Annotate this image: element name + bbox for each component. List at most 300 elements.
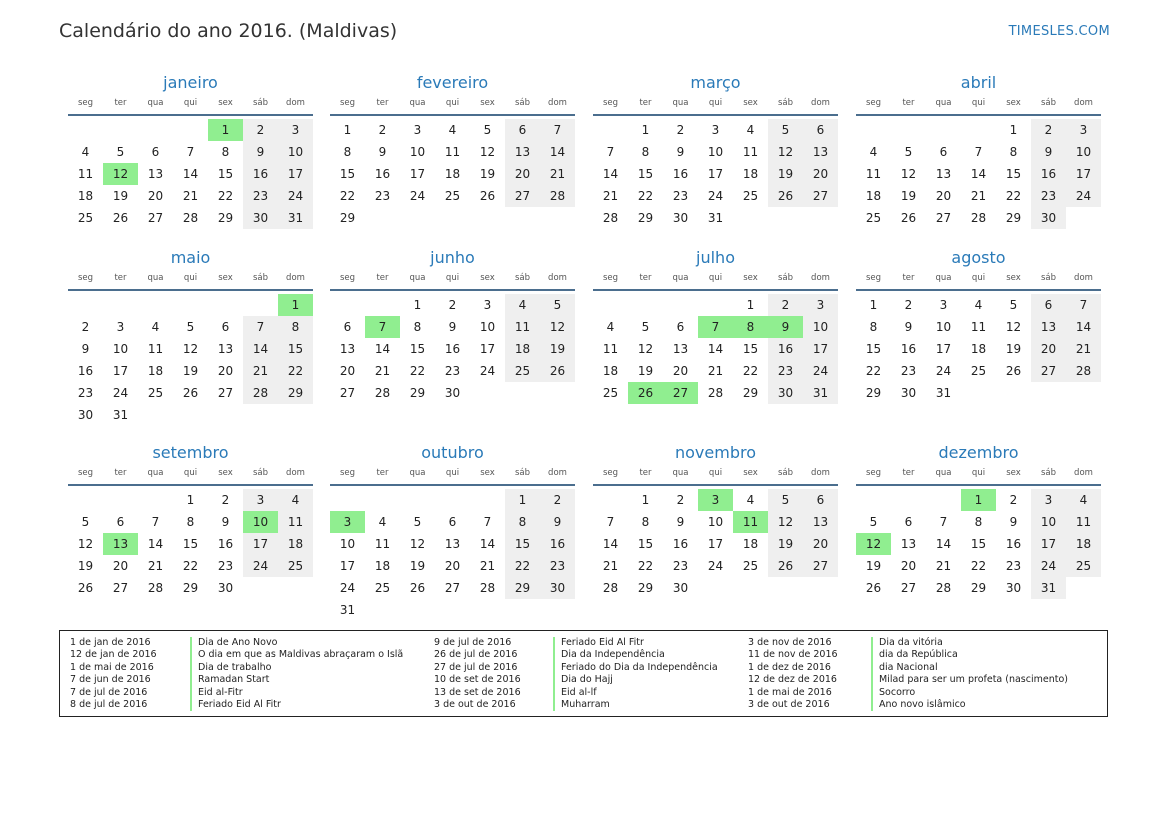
day-cell: 27 [803,185,838,207]
empty-cell [926,119,961,141]
day-cell: 2 [221,493,230,507]
day-cell: 3 [711,123,720,137]
day-cell: 2 [81,320,90,334]
weekday-label: ter [639,468,652,478]
day-cell: 4 [746,493,755,507]
day-cell: 18 [374,559,391,573]
day-cell: 5 [904,145,913,159]
day-cell: 31 [707,211,724,225]
day-cell: 9 [1031,141,1066,163]
day-cell: 4 [505,294,540,316]
weekday-label: qua [409,98,426,108]
legend-date: 10 de set de 2016 [434,674,521,686]
day-cell: 6 [904,515,913,529]
empty-cell [891,119,926,141]
day-cell: 15 [217,167,234,181]
header-divider [593,484,838,486]
day-cell: 26 [77,581,94,595]
day-cell: 21 [602,189,619,203]
day-grid [330,119,575,229]
day-cell: 1 [869,298,878,312]
day-cell: 20 [900,559,917,573]
day-cell: 9 [676,145,685,159]
day-cell: 28 [935,581,952,595]
holiday-day-cell: 27 [663,382,698,404]
day-cell: 22 [637,189,654,203]
day-cell: 24 [278,185,313,207]
day-cell: 17 [339,559,356,573]
day-cell: 20 [803,163,838,185]
day-cell: 3 [243,489,278,511]
day-cell: 8 [1009,145,1018,159]
day-cell: 22 [217,189,234,203]
month-name: novembro [675,443,756,462]
legend-holiday-name: Ramadan Start [198,674,270,686]
day-cell: 31 [278,207,313,229]
day-cell: 23 [672,189,689,203]
day-cell: 24 [409,189,426,203]
day-cell: 14 [935,537,952,551]
day-cell: 14 [479,537,496,551]
weekday-label: seg [339,273,356,283]
weekday-label: sex [218,468,233,478]
day-cell: 4 [974,298,983,312]
day-cell: 1 [746,298,755,312]
day-cell: 22 [505,555,540,577]
empty-cell [138,489,173,511]
day-cell: 10 [707,145,724,159]
weekday-label: seg [339,98,356,108]
weekday-label: qua [147,468,164,478]
day-cell: 22 [182,559,199,573]
day-cell: 21 [970,189,987,203]
day-cell: 7 [939,515,948,529]
day-cell: 21 [602,559,619,573]
day-cell: 15 [1005,167,1022,181]
day-cell: 14 [707,342,724,356]
day-cell: 20 [112,559,129,573]
day-cell: 13 [147,167,164,181]
day-cell: 29 [970,581,987,595]
holiday-day-cell: 13 [103,533,138,555]
weekday-label: dom [811,468,830,478]
day-cell: 21 [243,360,278,382]
day-cell: 19 [182,364,199,378]
day-cell: 16 [1005,537,1022,551]
weekday-label: sex [218,98,233,108]
legend-date: 1 de mai de 2016 [70,661,154,673]
day-cell: 5 [768,119,803,141]
month-calendar [68,442,313,599]
header-divider [68,289,313,291]
day-cell: 12 [637,342,654,356]
day-cell: 22 [970,559,987,573]
day-cell: 28 [374,386,391,400]
empty-cell [330,489,365,511]
legend-holiday-name: Eid al-Fitr [198,686,243,698]
weekday-label: qua [935,273,952,283]
legend-date: 8 de jul de 2016 [70,699,148,711]
legend-dates-1 [70,637,157,711]
day-cell: 17 [243,533,278,555]
month-calendar [68,247,313,426]
day-cell: 7 [1066,294,1101,316]
empty-cell [103,294,138,316]
day-cell: 14 [182,167,199,181]
weekday-label: seg [77,98,94,108]
holiday-day-cell: 12 [103,163,138,185]
weekday-label: qui [971,273,986,283]
header-divider [68,484,313,486]
day-cell: 16 [672,537,689,551]
legend-holiday-name: dia da República [879,649,958,661]
day-cell: 10 [278,141,313,163]
day-cell: 12 [409,537,426,551]
day-cell: 27 [112,581,129,595]
day-cell: 28 [970,211,987,225]
month-calendar [68,72,313,229]
day-cell: 29 [1005,211,1022,225]
day-cell: 26 [768,185,803,207]
day-cell: 5 [483,123,492,137]
day-cell: 14 [243,338,278,360]
day-cell: 18 [1066,533,1101,555]
day-cell: 18 [742,167,759,181]
day-cell: 17 [1031,533,1066,555]
day-cell: 2 [540,489,575,511]
day-cell: 11 [1066,511,1101,533]
weekday-label: qua [672,468,689,478]
legend-holiday-name: dia Nacional [879,661,938,673]
empty-cell [593,119,628,141]
weekday-label: sex [480,273,495,283]
day-cell: 18 [77,189,94,203]
day-cell: 19 [768,163,803,185]
header-divider [856,114,1101,116]
day-cell: 22 [409,364,426,378]
day-cell: 19 [479,167,496,181]
legend-date: 1 de dez de 2016 [748,661,831,673]
day-cell: 6 [803,119,838,141]
legend-holiday-name: Muharram [561,699,610,711]
day-cell: 11 [77,167,94,181]
weekday-label: qui [971,468,986,478]
day-cell: 12 [900,167,917,181]
month-name: maio [170,248,211,267]
weekday-label: sáb [1040,468,1057,478]
day-cell: 12 [479,145,496,159]
month-calendar [593,72,838,229]
weekday-label: qua [147,98,164,108]
weekday-label: dom [286,273,305,283]
day-cell: 11 [865,167,882,181]
day-cell: 26 [182,386,199,400]
holiday-day-cell: 1 [208,119,243,141]
day-grid [593,489,838,599]
weekday-label: sáb [514,273,531,283]
weekday-label: sáb [1040,273,1057,283]
day-cell: 27 [147,211,164,225]
day-cell: 29 [409,386,426,400]
day-cell: 30 [1031,207,1066,229]
day-cell: 25 [970,364,987,378]
month-name: janeiro [163,73,218,92]
day-cell: 30 [217,581,234,595]
day-cell: 12 [540,316,575,338]
day-cell: 15 [339,167,356,181]
day-cell: 21 [935,559,952,573]
holiday-day-cell: 3 [330,511,365,533]
day-cell: 8 [641,145,650,159]
day-cell: 19 [768,533,803,555]
weekday-label: qua [935,468,952,478]
day-cell: 8 [869,320,878,334]
weekday-label: seg [339,468,356,478]
month-calendar [856,442,1101,599]
day-grid [68,119,313,229]
weekday-label: ter [639,273,652,283]
day-cell: 3 [939,298,948,312]
month-calendar [330,72,575,229]
day-cell: 9 [81,342,90,356]
day-cell: 8 [186,515,195,529]
weekday-label: ter [376,468,389,478]
day-cell: 30 [77,408,94,422]
weekday-label: sex [1006,273,1021,283]
day-cell: 7 [151,515,160,529]
month-calendar [593,247,838,404]
day-cell: 23 [243,185,278,207]
weekday-label: dom [548,468,567,478]
day-cell: 23 [540,555,575,577]
holiday-day-cell: 7 [365,316,400,338]
day-grid [856,294,1101,404]
header-divider [856,484,1101,486]
empty-cell [593,489,628,511]
day-cell: 5 [1009,298,1018,312]
day-cell: 9 [448,320,457,334]
weekday-label: sáb [252,273,269,283]
day-cell: 25 [147,386,164,400]
day-cell: 21 [1066,338,1101,360]
day-cell: 27 [803,555,838,577]
empty-cell [663,294,698,316]
day-cell: 9 [1009,515,1018,529]
holiday-day-cell: 7 [698,316,733,338]
day-cell: 2 [768,294,803,316]
legend-date: 1 de mai de 2016 [748,686,832,698]
day-cell: 24 [339,581,356,595]
empty-cell [243,294,278,316]
day-cell: 13 [217,342,234,356]
weekday-label: sáb [252,468,269,478]
day-cell: 1 [641,123,650,137]
day-cell: 30 [672,211,689,225]
day-cell: 15 [865,342,882,356]
weekday-label: sex [743,273,758,283]
day-cell: 20 [147,189,164,203]
day-cell: 24 [479,364,496,378]
day-cell: 4 [746,123,755,137]
weekday-label: ter [376,273,389,283]
day-cell: 8 [221,145,230,159]
legend-names-2 [553,637,718,711]
legend-date: 26 de jul de 2016 [434,649,518,661]
day-cell: 19 [540,338,575,360]
day-cell: 28 [602,211,619,225]
day-cell: 7 [483,515,492,529]
day-cell: 19 [865,559,882,573]
day-cell: 24 [1031,555,1066,577]
day-cell: 12 [182,342,199,356]
day-cell: 30 [768,382,803,404]
weekday-label: dom [1074,468,1093,478]
empty-cell [173,294,208,316]
legend-names-1 [190,637,403,711]
day-cell: 25 [374,581,391,595]
day-cell: 30 [1005,581,1022,595]
day-cell: 13 [339,342,356,356]
day-cell: 1 [413,298,422,312]
day-cell: 20 [672,364,689,378]
legend-date: 3 de out de 2016 [434,699,516,711]
day-cell: 19 [637,364,654,378]
day-cell: 23 [1005,559,1022,573]
day-cell: 15 [742,342,759,356]
day-cell: 3 [483,298,492,312]
day-cell: 15 [505,533,540,555]
weekday-header [593,270,838,286]
month-name: junho [430,248,475,267]
day-cell: 25 [278,555,313,577]
day-cell: 20 [803,533,838,555]
weekday-label: sex [743,98,758,108]
header-divider [330,484,575,486]
day-cell: 3 [278,119,313,141]
day-cell: 17 [935,342,952,356]
day-cell: 26 [768,555,803,577]
day-cell: 7 [974,145,983,159]
weekday-label: ter [114,273,127,283]
day-cell: 23 [444,364,461,378]
day-cell: 17 [803,338,838,360]
day-cell: 25 [602,386,619,400]
day-cell: 18 [602,364,619,378]
day-cell: 25 [77,211,94,225]
day-cell: 23 [1031,185,1066,207]
day-cell: 14 [602,167,619,181]
weekday-label: qui [445,273,460,283]
day-cell: 2 [1009,493,1018,507]
month-calendar [330,247,575,404]
empty-cell [856,489,891,511]
month-calendar [856,72,1101,229]
day-cell: 20 [505,163,540,185]
legend-date: 7 de jun de 2016 [70,674,151,686]
day-cell: 9 [676,515,685,529]
legend-holiday-name: Feriado Eid Al Fitr [198,699,281,711]
legend-holiday-name: O dia em que as Maldivas abraçaram o Islã [198,649,404,661]
day-cell: 26 [112,211,129,225]
day-cell: 30 [672,581,689,595]
month-name: agosto [951,248,1006,267]
day-cell: 29 [742,386,759,400]
day-cell: 15 [182,537,199,551]
day-cell: 4 [606,320,615,334]
empty-cell [208,294,243,316]
day-cell: 12 [768,141,803,163]
empty-cell [68,489,103,511]
day-cell: 18 [742,537,759,551]
legend-holiday-name: Ano novo islâmico [879,699,966,711]
weekday-header [330,270,575,286]
day-cell: 13 [803,511,838,533]
day-cell: 23 [768,360,803,382]
month-calendar [856,247,1101,404]
day-cell: 4 [869,145,878,159]
weekday-label: dom [1074,98,1093,108]
day-cell: 28 [540,185,575,207]
month-name: abril [960,73,997,92]
day-cell: 9 [378,145,387,159]
day-cell: 1 [186,493,195,507]
header-divider [593,114,838,116]
weekday-label: sáb [777,273,794,283]
day-cell: 26 [865,581,882,595]
empty-cell [593,294,628,316]
brand-link[interactable]: TIMESLES.COM [1008,24,1110,39]
day-cell: 17 [707,537,724,551]
day-cell: 5 [540,294,575,316]
empty-cell [103,489,138,511]
day-cell: 18 [970,342,987,356]
day-cell: 29 [339,211,356,225]
day-cell: 18 [147,364,164,378]
day-cell: 15 [637,167,654,181]
day-cell: 9 [221,515,230,529]
weekday-label: ter [376,98,389,108]
weekday-label: ter [902,273,915,283]
day-cell: 6 [803,489,838,511]
day-cell: 10 [803,316,838,338]
day-grid [856,119,1101,229]
day-cell: 22 [339,189,356,203]
day-cell: 11 [444,145,461,159]
holiday-day-cell: 26 [628,382,663,404]
weekday-label: sex [480,98,495,108]
weekday-label: qua [672,273,689,283]
weekday-label: ter [902,98,915,108]
legend-holiday-name: Dia da vitória [879,637,943,648]
day-cell: 21 [707,364,724,378]
day-cell: 15 [637,537,654,551]
day-cell: 28 [1066,360,1101,382]
day-cell: 1 [1009,123,1018,137]
weekday-label: dom [811,98,830,108]
day-cell: 28 [707,386,724,400]
month-name: março [690,73,741,92]
empty-cell [138,294,173,316]
day-cell: 10 [935,320,952,334]
holiday-day-cell: 9 [768,316,803,338]
weekday-label: ter [639,98,652,108]
day-cell: 13 [505,141,540,163]
empty-cell [173,119,208,141]
weekday-label: qui [708,98,723,108]
legend-holiday-name: Milad para ser um profeta (nascimento) [879,674,1068,686]
day-cell: 29 [278,382,313,404]
day-cell: 28 [602,581,619,595]
